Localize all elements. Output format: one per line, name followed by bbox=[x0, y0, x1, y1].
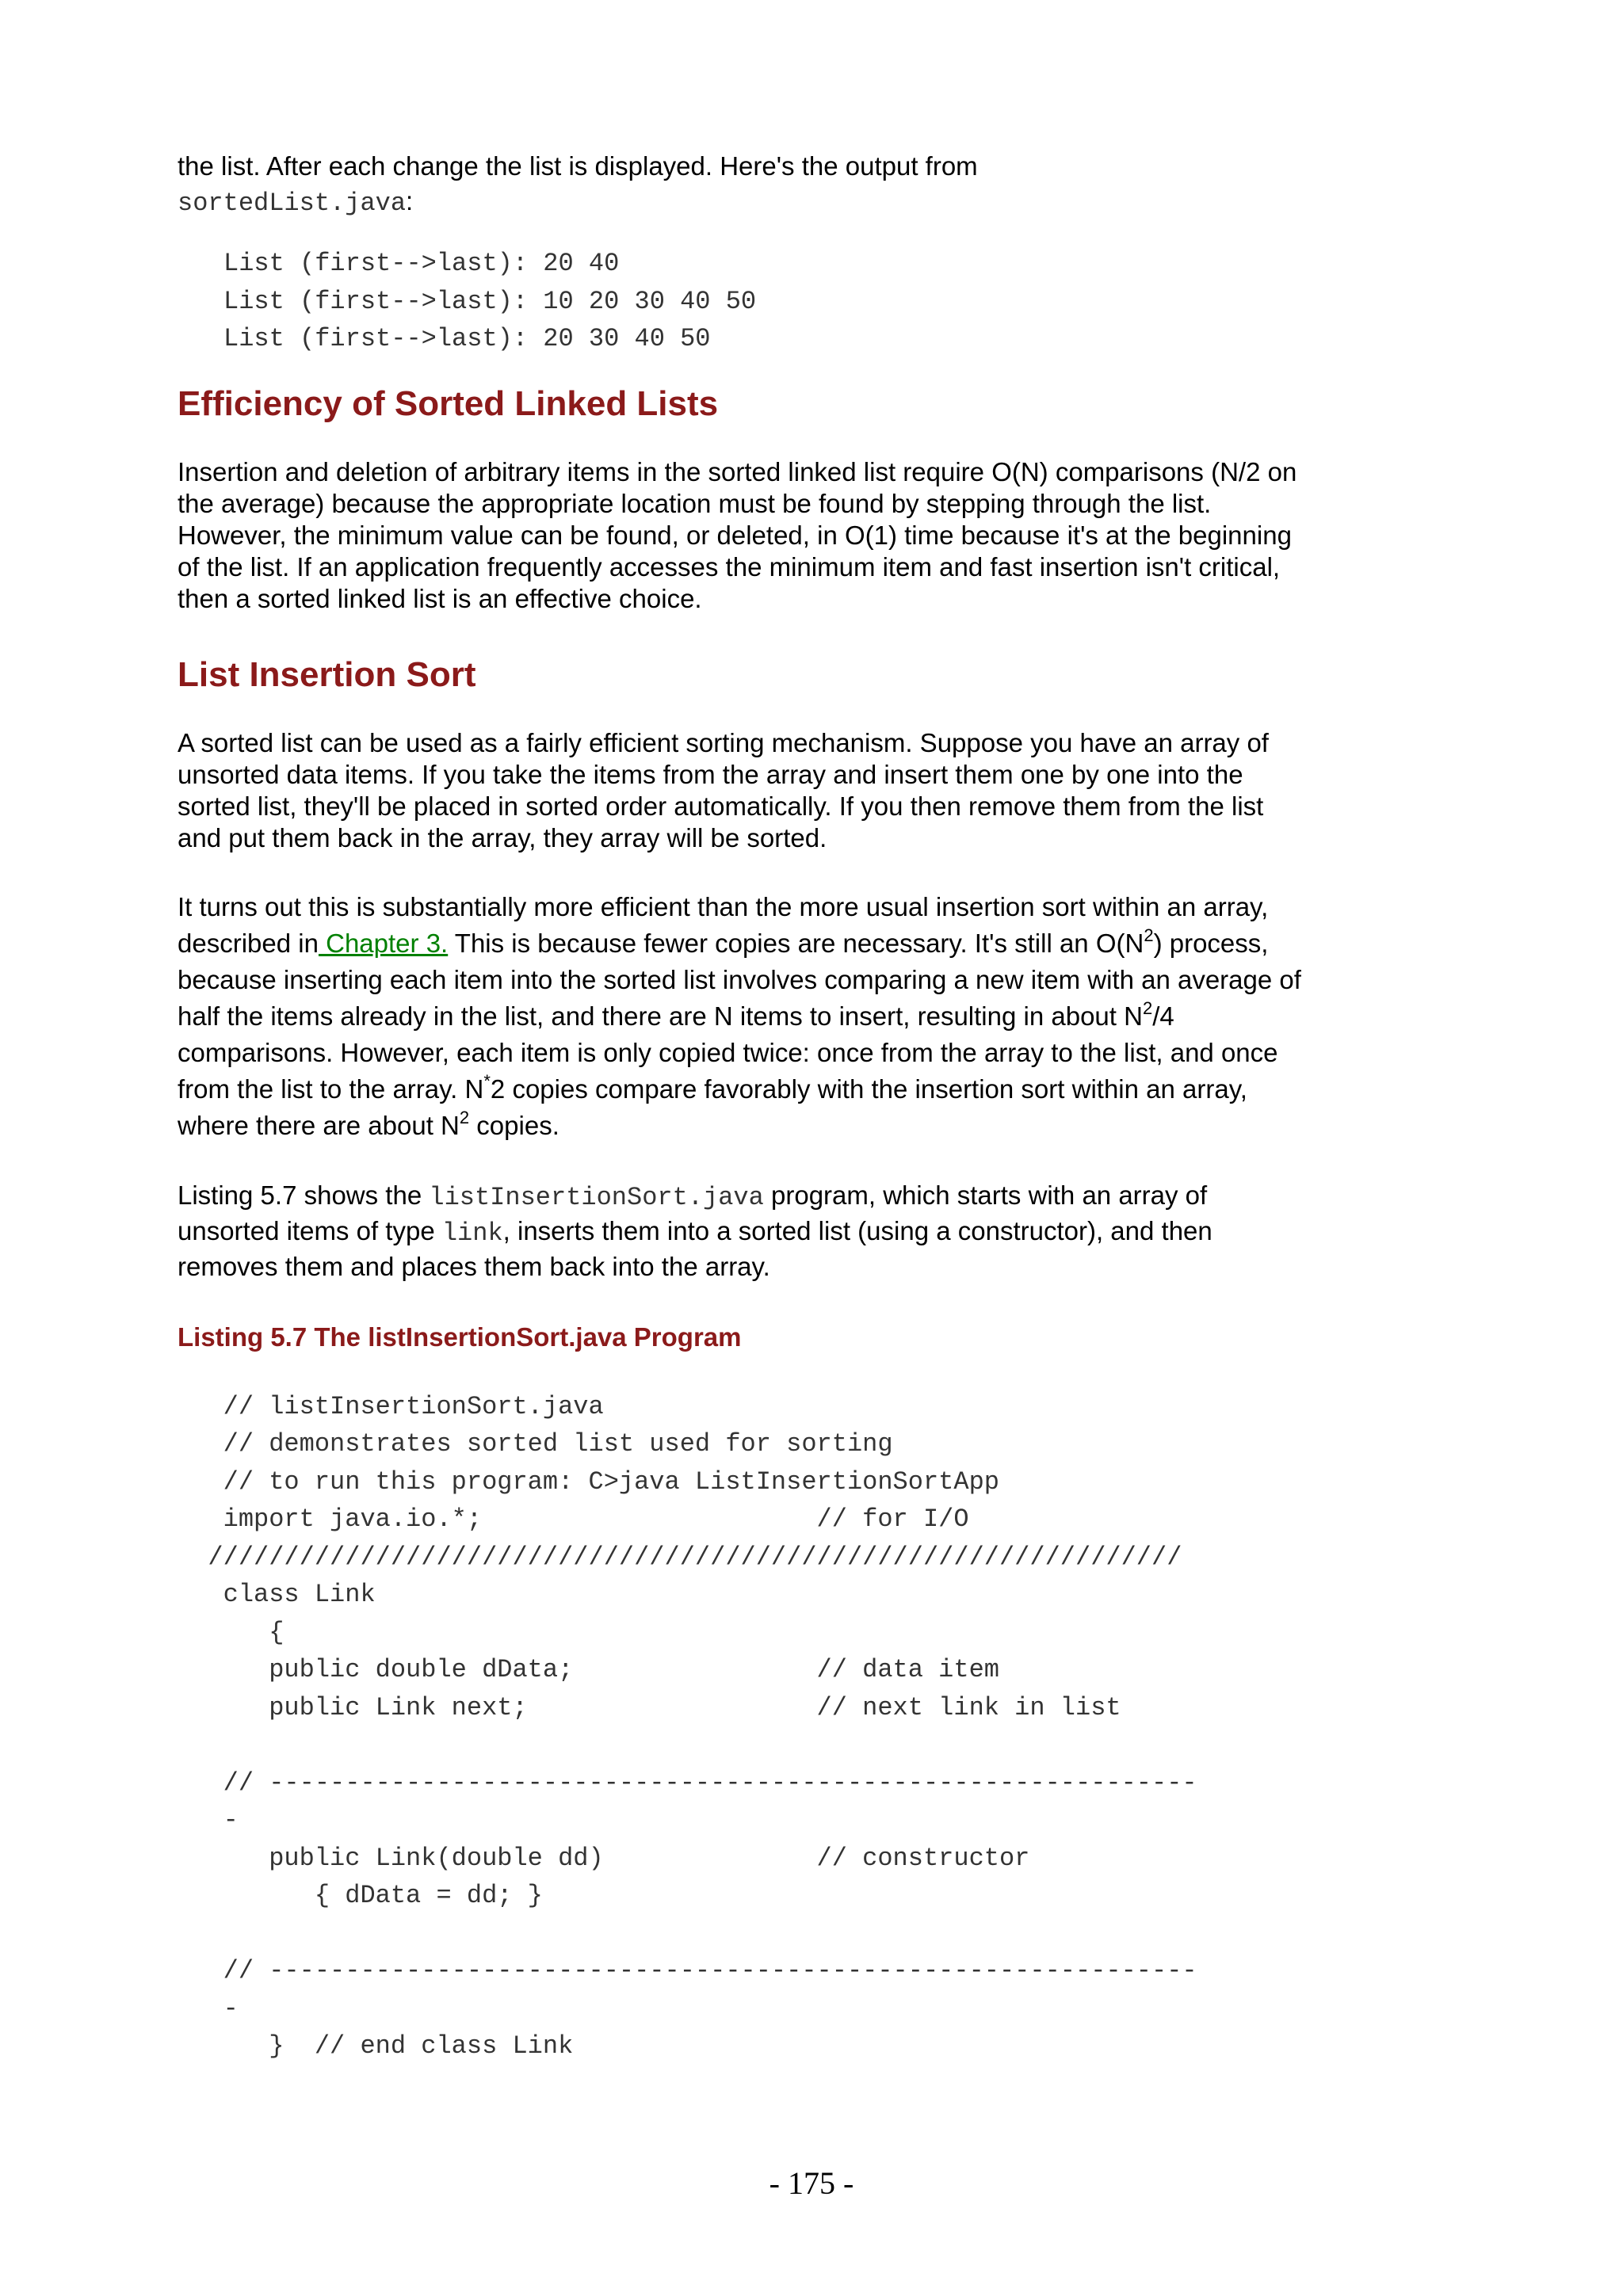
section-heading-insertion-sort: List Insertion Sort bbox=[178, 654, 476, 694]
intro-filename: sortedList.java bbox=[178, 189, 407, 218]
intro-colon: : bbox=[406, 186, 414, 215]
chapter-3-link[interactable]: Chapter 3. bbox=[318, 928, 449, 958]
superscript: 2 bbox=[459, 1107, 470, 1127]
inline-code: link bbox=[441, 1218, 503, 1248]
output-line: List (first-->last): 10 20 30 40 50 bbox=[223, 286, 757, 316]
page-content bbox=[178, 149, 1303, 2065]
output-line: List (first-->last): 20 40 bbox=[223, 249, 620, 278]
paragraph-text: ) process, because inserting each item into the sorted list involves comparing a new item with an average of half the items already in the list, and there are N items to insert, resulting in about N bbox=[178, 928, 1301, 1031]
inline-code: listInsertionSort.java bbox=[429, 1182, 764, 1212]
paragraph-text: This is because fewer copies are necessary. It's still an O(N bbox=[448, 928, 1144, 958]
superscript: * bbox=[483, 1070, 491, 1091]
paragraph-text: It turns out this is substantially more efficient than the more usual insertion sort within an array, described in bbox=[178, 891, 1269, 958]
paragraph-text: , inserts them into a sorted list (using a constructor), and then removes them and places them back into the array. bbox=[178, 1215, 1212, 1281]
intro-paragraph bbox=[178, 149, 1303, 221]
paragraph-text: /4 comparisons. However, each item is only copied twice: once from the array to the list, and once from the list to the array. N bbox=[178, 1001, 1278, 1104]
insertion-sort-paragraph-1: A sorted list can be used as a fairly efficient sorting mechanism. Suppose you have an array of unsorted data items. If you take the items from the array and insert them one by one into the sorted list, they'll be placed in sorted order automatically. If you then remove them from the list and put them back in the array, they array will be sorted. bbox=[178, 727, 1269, 852]
paragraph-text: program, which starts with an array of unsorted items of type bbox=[178, 1180, 1208, 1245]
program-output bbox=[178, 245, 1303, 358]
page-number: - 175 - bbox=[769, 2165, 854, 2201]
insertion-sort-paragraph-2 bbox=[178, 889, 1303, 1144]
paragraph-text: copies. bbox=[469, 1110, 559, 1140]
efficiency-paragraph: Insertion and deletion of arbitrary items in the sorted linked list require O(N) comparisons (N/2 on the average) because the appropriate location must be found by stepping through the list. However, the minimum value can be found, or deleted, in O(1) time because it's at the beginning of the list. If an application frequently accesses the minimum item and fast insertion isn't critical, then a sorted linked list is an effective choice. bbox=[178, 456, 1297, 613]
insertion-sort-paragraph-3 bbox=[178, 1179, 1303, 1283]
superscript: 2 bbox=[1142, 997, 1153, 1018]
output-line: List (first-->last): 20 30 40 50 bbox=[223, 324, 711, 353]
code-listing: // listInsertionSort.java // demonstrates sorted list used for sorting // to run this program: C>java ListInsertionSortApp import java.io.*; // for I/O //////////////////////////////////////////////////////////////// class Link { public double dData; // data item public Link next; // next link in list // ------------------------------------------------------------- - public Link(double dd) // constructor { dData = dd; } // ------------------------------------------------------------- - } // end class Link bbox=[208, 1391, 1197, 2061]
paragraph-text: Listing 5.7 shows the bbox=[178, 1180, 430, 1210]
section-heading-efficiency: Efficiency of Sorted Linked Lists bbox=[178, 383, 719, 423]
superscript: 2 bbox=[1144, 925, 1154, 945]
intro-text: the list. After each change the list is displayed. Here's the output from bbox=[178, 151, 978, 181]
listing-title: Listing 5.7 The listInsertionSort.java Program bbox=[178, 1322, 742, 1352]
paragraph-text: 2 copies compare favorably with the insertion sort within an array, where there are about N bbox=[178, 1074, 1247, 1140]
